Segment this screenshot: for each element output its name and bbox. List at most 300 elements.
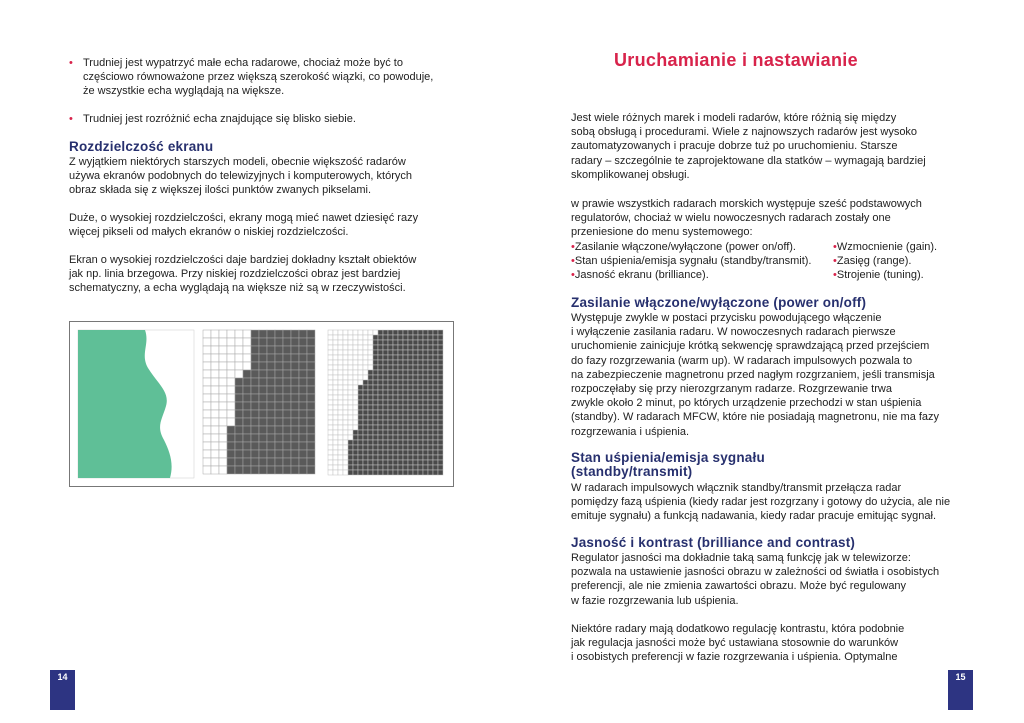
pixel-cell — [328, 430, 333, 435]
pixel-cell — [433, 380, 438, 385]
pixel-cell — [227, 458, 235, 466]
pixel-cell — [275, 434, 283, 442]
pixel-cell — [438, 415, 443, 420]
pixel-cell — [388, 400, 393, 405]
pixel-cell — [259, 386, 267, 394]
pixel-cell — [333, 370, 338, 375]
pixel-cell — [333, 350, 338, 355]
pixel-cell — [283, 426, 291, 434]
pixel-cell — [259, 458, 267, 466]
pixel-cell — [211, 370, 219, 378]
pixel-cell — [251, 450, 259, 458]
pixel-cell — [338, 335, 343, 340]
pixel-cell — [433, 400, 438, 405]
pixel-cell — [243, 330, 251, 338]
pixel-cell — [388, 350, 393, 355]
pixel-cell — [259, 450, 267, 458]
pixel-cell — [203, 346, 211, 354]
pixel-cell — [438, 430, 443, 435]
pixel-cell — [388, 440, 393, 445]
pixel-cell — [378, 380, 383, 385]
pixel-cell — [403, 415, 408, 420]
section-heading-power: Zasilanie włączone/wyłączone (power on/off) — [571, 295, 867, 310]
pixel-cell — [358, 465, 363, 470]
pixel-cell — [338, 470, 343, 475]
pixel-cell — [338, 430, 343, 435]
pixel-cell — [398, 355, 403, 360]
pixel-cell — [243, 354, 251, 362]
pixel-cell — [358, 415, 363, 420]
pixel-cell — [267, 386, 275, 394]
pixel-cell — [251, 346, 259, 354]
pixel-cell — [438, 370, 443, 375]
pixel-cell — [398, 435, 403, 440]
left-paragraph-1: Z wyjątkiem niektórych starszych modeli, obecnie większość radarów używa ekranów podobnych do telewizyjnych i komputerowych, których obraz składa się z większej ilości punktów zwanych pikselami. — [69, 156, 412, 197]
coarse-pixel-grid — [203, 330, 315, 474]
pixel-cell — [348, 405, 353, 410]
pixel-cell — [418, 405, 423, 410]
pixel-cell — [408, 400, 413, 405]
pixel-cell — [413, 345, 418, 350]
pixel-cell — [338, 365, 343, 370]
pixel-cell — [408, 425, 413, 430]
pixel-cell — [418, 335, 423, 340]
pixel-cell — [358, 420, 363, 425]
pixel-cell — [423, 435, 428, 440]
pixel-cell — [388, 385, 393, 390]
pixel-cell — [368, 435, 373, 440]
pixel-cell — [251, 426, 259, 434]
pixel-cell — [235, 346, 243, 354]
pixel-cell — [291, 386, 299, 394]
pixel-cell — [328, 460, 333, 465]
pixel-cell — [438, 340, 443, 345]
pixel-cell — [333, 405, 338, 410]
pixel-cell — [438, 440, 443, 445]
pixel-cell — [393, 445, 398, 450]
pixel-cell — [423, 395, 428, 400]
pixel-cell — [413, 445, 418, 450]
pixel-cell — [383, 460, 388, 465]
pixel-cell — [333, 470, 338, 475]
pixel-cell — [235, 338, 243, 346]
pixel-cell — [227, 330, 235, 338]
final-paragraph: Niektóre radary mają dodatkowo regulację kontrastu, która podobnie jak regulacja jasności może być ustawiana stosownie do warunków i osobistych preferencji w fazie rozgrzewania i uśpienia. Optymalne — [571, 623, 905, 664]
pixel-cell — [403, 465, 408, 470]
pixel-cell — [408, 345, 413, 350]
pixel-cell — [358, 395, 363, 400]
pixel-cell — [373, 460, 378, 465]
pixel-cell — [418, 430, 423, 435]
pixel-cell — [353, 450, 358, 455]
pixel-cell — [433, 350, 438, 355]
pixel-cell — [363, 350, 368, 355]
pixel-cell — [235, 418, 243, 426]
pixel-cell — [251, 458, 259, 466]
pixel-cell — [343, 335, 348, 340]
pixel-cell — [373, 380, 378, 385]
pixel-cell — [291, 338, 299, 346]
pixel-cell — [251, 442, 259, 450]
pixel-cell — [408, 420, 413, 425]
pixel-cell — [428, 445, 433, 450]
controls-column-1 — [571, 240, 833, 283]
pixel-cell — [408, 435, 413, 440]
pixel-cell — [413, 375, 418, 380]
pixel-cell — [267, 354, 275, 362]
pixel-cell — [398, 425, 403, 430]
pixel-cell — [413, 385, 418, 390]
pixel-cell — [413, 330, 418, 335]
pixel-cell — [333, 395, 338, 400]
pixel-cell — [373, 450, 378, 455]
pixel-cell — [259, 410, 267, 418]
pixel-cell — [343, 420, 348, 425]
pixel-cell — [307, 386, 315, 394]
pixel-cell — [227, 418, 235, 426]
pixel-cell — [373, 455, 378, 460]
pixel-cell — [373, 415, 378, 420]
pixel-cell — [299, 370, 307, 378]
pixel-cell — [353, 370, 358, 375]
pixel-cell — [418, 360, 423, 365]
pixel-cell — [299, 410, 307, 418]
pixel-cell — [378, 430, 383, 435]
pixel-cell — [227, 434, 235, 442]
pixel-cell — [383, 360, 388, 365]
pixel-cell — [251, 386, 259, 394]
pixel-cell — [433, 360, 438, 365]
pixel-cell — [328, 470, 333, 475]
pixel-cell — [393, 355, 398, 360]
pixel-cell — [227, 410, 235, 418]
pixel-cell — [353, 420, 358, 425]
pixel-cell — [283, 362, 291, 370]
pixel-cell — [368, 450, 373, 455]
pixel-cell — [328, 385, 333, 390]
pixel-cell — [408, 405, 413, 410]
pixel-cell — [348, 345, 353, 350]
pixel-cell — [227, 442, 235, 450]
pixel-cell — [363, 430, 368, 435]
pixel-cell — [283, 418, 291, 426]
pixel-cell — [393, 400, 398, 405]
pixel-cell — [291, 354, 299, 362]
pixel-cell — [243, 434, 251, 442]
pixel-cell — [363, 425, 368, 430]
pixel-cell — [333, 340, 338, 345]
pixel-cell — [328, 405, 333, 410]
pixel-cell — [358, 380, 363, 385]
pixel-cell — [358, 370, 363, 375]
pixel-cell — [307, 370, 315, 378]
pixel-cell — [283, 402, 291, 410]
pixel-cell — [433, 415, 438, 420]
pixel-cell — [333, 465, 338, 470]
pixel-cell — [428, 330, 433, 335]
pixel-cell — [393, 370, 398, 375]
pixel-cell — [348, 445, 353, 450]
pixel-cell — [353, 380, 358, 385]
pixel-cell — [398, 360, 403, 365]
pixel-cell — [203, 370, 211, 378]
pixel-cell — [423, 465, 428, 470]
pixel-cell — [211, 354, 219, 362]
pixel-cell — [428, 370, 433, 375]
pixel-cell — [358, 350, 363, 355]
pixel-cell — [328, 425, 333, 430]
pixel-cell — [428, 420, 433, 425]
pixel-cell — [333, 345, 338, 350]
pixel-cell — [299, 450, 307, 458]
pixel-cell — [259, 466, 267, 474]
pixel-cell — [251, 370, 259, 378]
pixel-cell — [378, 465, 383, 470]
pixel-cell — [438, 435, 443, 440]
bullet-dot-icon: • — [833, 240, 837, 253]
pixel-cell — [438, 355, 443, 360]
pixel-cell — [291, 410, 299, 418]
pixel-cell — [291, 450, 299, 458]
pixel-cell — [373, 375, 378, 380]
pixel-cell — [368, 385, 373, 390]
pixel-cell — [283, 338, 291, 346]
pixel-cell — [259, 394, 267, 402]
pixel-cell — [428, 465, 433, 470]
pixel-cell — [393, 330, 398, 335]
pixel-cell — [433, 440, 438, 445]
pixel-cell — [393, 340, 398, 345]
pixel-cell — [243, 386, 251, 394]
pixel-cell — [353, 435, 358, 440]
pixel-cell — [433, 435, 438, 440]
pixel-cell — [291, 402, 299, 410]
pixel-cell — [433, 335, 438, 340]
pixel-cell — [373, 365, 378, 370]
pixel-cell — [333, 435, 338, 440]
pixel-cell — [275, 442, 283, 450]
pixel-cell — [418, 385, 423, 390]
pixel-cell — [433, 425, 438, 430]
pixel-cell — [428, 455, 433, 460]
pixel-cell — [328, 450, 333, 455]
pixel-cell — [243, 362, 251, 370]
pixel-cell — [348, 350, 353, 355]
pixel-cell — [423, 470, 428, 475]
pixel-cell — [259, 378, 267, 386]
pixel-cell — [283, 330, 291, 338]
pixel-cell — [211, 402, 219, 410]
pixel-cell — [343, 415, 348, 420]
pixel-cell — [413, 365, 418, 370]
pixel-cell — [388, 420, 393, 425]
pixel-cell — [418, 365, 423, 370]
pixel-cell — [348, 330, 353, 335]
pixel-cell — [348, 410, 353, 415]
pixel-cell — [403, 395, 408, 400]
pixel-cell — [328, 365, 333, 370]
pixel-cell — [275, 338, 283, 346]
pixel-cell — [383, 365, 388, 370]
pixel-cell — [251, 410, 259, 418]
pixel-cell — [307, 338, 315, 346]
pixel-cell — [243, 338, 251, 346]
pixel-cell — [203, 378, 211, 386]
pixel-cell — [328, 445, 333, 450]
pixel-cell — [423, 380, 428, 385]
pixel-cell — [388, 390, 393, 395]
pixel-cell — [433, 340, 438, 345]
pixel-cell — [333, 375, 338, 380]
pixel-cell — [388, 460, 393, 465]
pixel-cell — [259, 402, 267, 410]
pixel-cell — [423, 410, 428, 415]
pixel-cell — [413, 450, 418, 455]
pixel-cell — [259, 330, 267, 338]
pixel-cell — [368, 375, 373, 380]
pixel-cell — [363, 435, 368, 440]
pixel-cell — [388, 455, 393, 460]
pixel-cell — [358, 440, 363, 445]
pixel-cell — [291, 442, 299, 450]
pixel-cell — [403, 440, 408, 445]
pixel-cell — [388, 410, 393, 415]
pixel-cell — [398, 470, 403, 475]
pixel-cell — [428, 385, 433, 390]
pixel-cell — [433, 470, 438, 475]
pixel-cell — [211, 434, 219, 442]
pixel-cell — [368, 445, 373, 450]
pixel-cell — [348, 455, 353, 460]
pixel-cell — [403, 355, 408, 360]
pixel-cell — [338, 425, 343, 430]
pixel-cell — [328, 345, 333, 350]
pixel-cell — [227, 354, 235, 362]
pixel-cell — [307, 330, 315, 338]
pixel-cell — [333, 355, 338, 360]
pixel-cell — [398, 400, 403, 405]
pixel-cell — [423, 420, 428, 425]
pixel-cell — [348, 470, 353, 475]
pixel-cell — [235, 466, 243, 474]
pixel-cell — [438, 400, 443, 405]
pixel-cell — [403, 350, 408, 355]
pixel-cell — [398, 365, 403, 370]
section-heading-screen-resolution: Rozdzielczość ekranu — [69, 139, 214, 154]
pixel-cell — [378, 410, 383, 415]
pixel-cell — [219, 394, 227, 402]
pixel-cell — [413, 380, 418, 385]
pixel-cell — [358, 430, 363, 435]
pixel-cell — [383, 350, 388, 355]
pixel-cell — [388, 365, 393, 370]
pixel-cell — [338, 340, 343, 345]
pixel-cell — [328, 390, 333, 395]
pixel-cell — [438, 445, 443, 450]
pixel-cell — [378, 435, 383, 440]
pixel-cell — [378, 355, 383, 360]
pixel-cell — [408, 440, 413, 445]
pixel-cell — [203, 466, 211, 474]
pixel-cell — [251, 466, 259, 474]
pixel-cell — [363, 470, 368, 475]
pixel-cell — [393, 420, 398, 425]
pixel-cell — [203, 362, 211, 370]
pixel-cell — [283, 394, 291, 402]
pixel-cell — [403, 470, 408, 475]
pixel-cell — [333, 330, 338, 335]
pixel-cell — [267, 410, 275, 418]
pixel-cell — [438, 450, 443, 455]
pixel-cell — [358, 365, 363, 370]
pixel-cell — [203, 418, 211, 426]
pixel-cell — [438, 330, 443, 335]
pixel-cell — [398, 390, 403, 395]
pixel-cell — [438, 360, 443, 365]
pixel-cell — [333, 455, 338, 460]
pixel-cell — [383, 385, 388, 390]
left-paragraph-3: Ekran o wysokiej rozdzielczości daje bardziej dokładny kształt obiektów jak np. linia brzegowa. Przy niskiej rozdzielczości obraz jest bardziej schematyczny, a echa wyglądają na większe niż są w rzeczywistości. — [69, 254, 417, 295]
controls-intro: w prawie wszystkich radarach morskich występuje sześć podstawowych regulatorów, chociaż w wielu nowoczesnych radarach zostały one przeniesione do menu systemowego: •Zasilanie włączone/wyłączone (power on/off). •Stan uśpienia/emisja sygnału (standby/transmit). •Jasność ekranu (brilliance). •Wzmocnienie (gain). •Zasięg (range). •Strojenie (tuning). — [571, 197, 971, 282]
pixel-cell — [388, 435, 393, 440]
pixel-cell — [383, 400, 388, 405]
pixel-cell — [358, 335, 363, 340]
pixel-cell — [328, 440, 333, 445]
pixel-cell — [423, 360, 428, 365]
pixel-cell — [428, 375, 433, 380]
pixel-cell — [418, 465, 423, 470]
pixel-cell — [418, 345, 423, 350]
pixel-cell — [408, 455, 413, 460]
pixel-cell — [227, 346, 235, 354]
pixel-cell — [398, 375, 403, 380]
pixel-cell — [343, 370, 348, 375]
pixel-cell — [418, 350, 423, 355]
pixel-cell — [291, 426, 299, 434]
pixel-cell — [383, 410, 388, 415]
pixel-cell — [333, 390, 338, 395]
pixel-cell — [408, 415, 413, 420]
pixel-cell — [283, 434, 291, 442]
pixel-cell — [378, 385, 383, 390]
pixel-cell — [433, 370, 438, 375]
pixel-cell — [235, 434, 243, 442]
pixel-cell — [388, 330, 393, 335]
pixel-cell — [408, 340, 413, 345]
pixel-cell — [358, 375, 363, 380]
pixel-cell — [219, 346, 227, 354]
pixel-cell — [368, 455, 373, 460]
pixel-cell — [348, 415, 353, 420]
pixel-cell — [368, 340, 373, 345]
pixel-cell — [348, 395, 353, 400]
pixel-cell — [353, 470, 358, 475]
left-bullet-list — [69, 56, 469, 126]
pixel-cell — [428, 395, 433, 400]
pixel-cell — [251, 434, 259, 442]
pixel-cell — [203, 330, 211, 338]
pixel-cell — [403, 460, 408, 465]
pixel-cell — [338, 450, 343, 455]
pixel-cell — [378, 395, 383, 400]
pixel-cell — [403, 330, 408, 335]
pixel-cell — [267, 394, 275, 402]
pixel-cell — [428, 355, 433, 360]
pixel-cell — [383, 355, 388, 360]
pixel-cell — [368, 440, 373, 445]
pixel-cell — [403, 380, 408, 385]
pixel-cell — [251, 330, 259, 338]
